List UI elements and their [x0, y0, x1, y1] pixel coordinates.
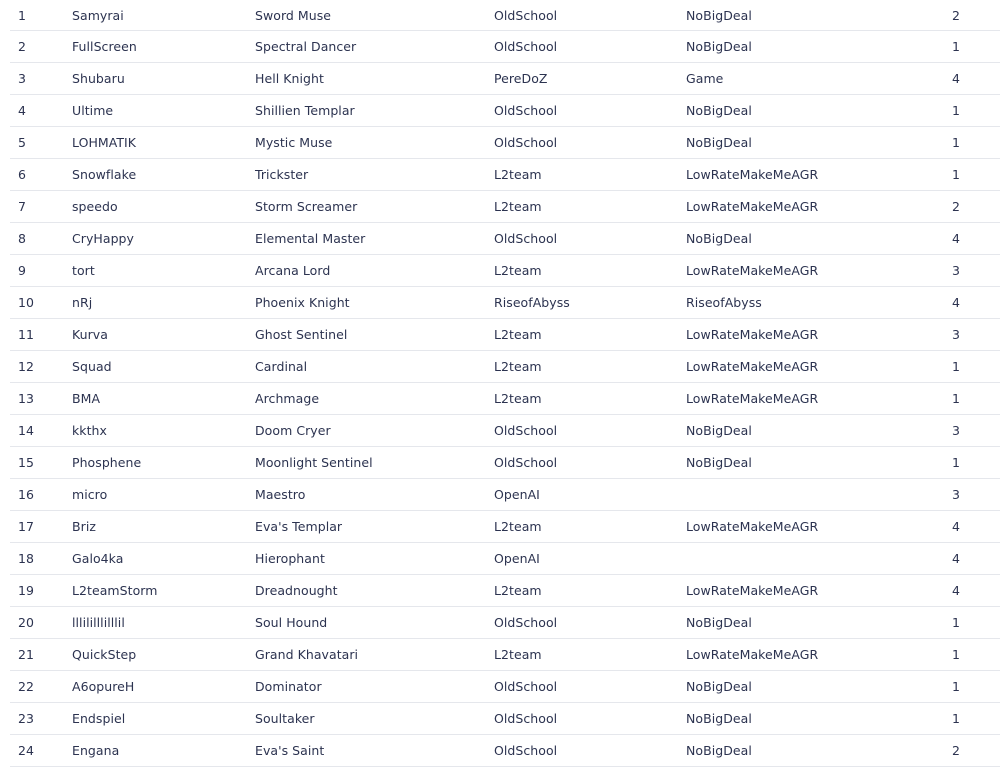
- value-cell: 4: [952, 583, 961, 598]
- alliance-cell: NoBigDeal: [686, 135, 752, 150]
- table-row: [10, 735, 1000, 767]
- table-row: [10, 223, 1000, 255]
- character-name-cell: CryHappy: [72, 231, 134, 246]
- table-row: [10, 671, 1000, 703]
- value-cell: 1: [952, 391, 961, 406]
- table-row: [10, 703, 1000, 735]
- class-cell: Maestro: [255, 487, 306, 502]
- rank-cell: 8: [18, 231, 27, 246]
- clan-cell: L2team: [494, 583, 542, 598]
- clan-cell: OldSchool: [494, 615, 558, 630]
- alliance-cell: LowRateMakeMeAGR: [686, 199, 819, 214]
- value-cell: 3: [952, 263, 961, 278]
- rank-cell: 4: [18, 103, 27, 118]
- rank-cell: 18: [18, 551, 35, 566]
- class-cell: Storm Screamer: [255, 199, 358, 214]
- class-cell: Doom Cryer: [255, 423, 331, 438]
- table-row: [10, 511, 1000, 543]
- alliance-cell: LowRateMakeMeAGR: [686, 359, 819, 374]
- character-name-cell: nRj: [72, 295, 93, 310]
- table-row: [10, 159, 1000, 191]
- character-name-cell: Phosphene: [72, 455, 142, 470]
- character-name-cell: Shubaru: [72, 71, 125, 86]
- rank-cell: 13: [18, 391, 35, 406]
- alliance-cell: NoBigDeal: [686, 39, 752, 54]
- alliance-cell: RiseofAbyss: [686, 295, 762, 310]
- table-row: [10, 607, 1000, 639]
- clan-cell: OldSchool: [494, 423, 558, 438]
- clan-cell: OldSchool: [494, 455, 558, 470]
- rank-cell: 11: [18, 327, 35, 342]
- alliance-cell: NoBigDeal: [686, 7, 752, 23]
- value-cell: 3: [952, 423, 961, 438]
- alliance-cell: NoBigDeal: [686, 455, 752, 470]
- rank-cell: 19: [18, 583, 35, 598]
- rank-cell: 2: [18, 39, 27, 54]
- table-row: [10, 191, 1000, 223]
- rank-cell: 22: [18, 679, 35, 694]
- clan-cell: L2team: [494, 359, 542, 374]
- value-cell: 1: [952, 135, 961, 150]
- alliance-cell: LowRateMakeMeAGR: [686, 327, 819, 342]
- character-name-cell: L2teamStorm: [72, 583, 158, 598]
- clan-cell: OldSchool: [494, 39, 558, 54]
- alliance-cell: LowRateMakeMeAGR: [686, 391, 819, 406]
- table-row: [10, 319, 1000, 351]
- class-cell: Grand Khavatari: [255, 647, 359, 662]
- value-cell: 3: [952, 327, 961, 342]
- clan-cell: RiseofAbyss: [494, 295, 570, 310]
- rank-cell: 7: [18, 199, 27, 214]
- class-cell: Phoenix Knight: [255, 295, 350, 310]
- class-cell: Eva's Templar: [255, 519, 343, 534]
- character-name-cell: BMA: [72, 391, 101, 406]
- alliance-cell: LowRateMakeMeAGR: [686, 167, 819, 182]
- clan-cell: L2team: [494, 391, 542, 406]
- clan-cell: OldSchool: [494, 7, 558, 23]
- character-name-cell: Ultime: [72, 103, 114, 118]
- value-cell: 4: [952, 231, 961, 246]
- character-name-cell: Kurva: [72, 327, 108, 342]
- value-cell: 4: [952, 519, 961, 534]
- rank-cell: 21: [18, 647, 35, 662]
- value-cell: 1: [952, 167, 961, 182]
- rank-cell: 15: [18, 455, 35, 470]
- clan-cell: OldSchool: [494, 231, 558, 246]
- class-cell: Elemental Master: [255, 231, 366, 246]
- clan-cell: L2team: [494, 263, 542, 278]
- rank-cell: 23: [18, 711, 35, 726]
- character-name-cell: Engana: [72, 743, 120, 758]
- value-cell: 4: [952, 295, 961, 310]
- value-cell: 4: [952, 551, 961, 566]
- alliance-cell: LowRateMakeMeAGR: [686, 263, 819, 278]
- value-cell: 1: [952, 455, 961, 470]
- table-row: [10, 127, 1000, 159]
- clan-cell: OldSchool: [494, 679, 558, 694]
- table-row: [10, 415, 1000, 447]
- value-cell: 1: [952, 711, 961, 726]
- alliance-cell: [686, 479, 946, 510]
- class-cell: Dominator: [255, 679, 322, 694]
- rank-cell: 3: [18, 71, 27, 86]
- alliance-cell: NoBigDeal: [686, 711, 752, 726]
- table-row: [10, 287, 1000, 319]
- clan-cell: OldSchool: [494, 103, 558, 118]
- rank-cell: 1: [18, 7, 27, 23]
- class-cell: Moonlight Sentinel: [255, 455, 373, 470]
- class-cell: Trickster: [255, 167, 309, 182]
- rank-cell: 17: [18, 519, 35, 534]
- alliance-cell: Game: [686, 71, 724, 86]
- character-name-cell: Samyrai: [72, 7, 124, 23]
- value-cell: 2: [952, 743, 961, 758]
- class-cell: Spectral Dancer: [255, 39, 357, 54]
- rank-cell: 9: [18, 263, 27, 278]
- clan-cell: L2team: [494, 647, 542, 662]
- character-name-cell: Squad: [72, 359, 112, 374]
- class-cell: Ghost Sentinel: [255, 327, 348, 342]
- clan-cell: OpenAI: [494, 487, 540, 502]
- rank-cell: 20: [18, 615, 35, 630]
- table-row: [10, 575, 1000, 607]
- class-cell: Hierophant: [255, 551, 325, 566]
- class-cell: Mystic Muse: [255, 135, 333, 150]
- table-row: [10, 351, 1000, 383]
- clan-cell: L2team: [494, 199, 542, 214]
- clan-cell: L2team: [494, 327, 542, 342]
- character-name-cell: QuickStep: [72, 647, 137, 662]
- alliance-cell: NoBigDeal: [686, 423, 752, 438]
- character-name-cell: Snowflake: [72, 167, 137, 182]
- clan-cell: PereDoZ: [494, 71, 548, 86]
- clan-cell: OldSchool: [494, 135, 558, 150]
- table-row: [10, 639, 1000, 671]
- table-row: [10, 383, 1000, 415]
- class-cell: Arcana Lord: [255, 263, 331, 278]
- class-cell: Eva's Saint: [255, 743, 325, 758]
- character-name-cell: lllililllilllil: [72, 615, 125, 630]
- value-cell: 1: [952, 359, 961, 374]
- class-cell: Archmage: [255, 391, 320, 406]
- clan-cell: OldSchool: [494, 743, 558, 758]
- value-cell: 1: [952, 615, 961, 630]
- class-cell: Cardinal: [255, 359, 308, 374]
- clan-cell: OldSchool: [494, 711, 558, 726]
- class-cell: Soul Hound: [255, 615, 328, 630]
- character-name-cell: Galo4ka: [72, 551, 124, 566]
- alliance-cell: NoBigDeal: [686, 615, 752, 630]
- alliance-cell: NoBigDeal: [686, 743, 752, 758]
- value-cell: 1: [952, 103, 961, 118]
- value-cell: 4: [952, 71, 961, 86]
- character-name-cell: LOHMATIK: [72, 135, 137, 150]
- character-name-cell: FullScreen: [72, 39, 137, 54]
- clan-cell: OpenAI: [494, 551, 540, 566]
- character-name-cell: speedo: [72, 199, 118, 214]
- class-cell: Shillien Templar: [255, 103, 355, 118]
- rank-cell: 10: [18, 295, 35, 310]
- character-name-cell: A6opureH: [72, 679, 135, 694]
- class-cell: Sword Muse: [255, 7, 332, 23]
- alliance-cell: [686, 543, 946, 574]
- rank-cell: 5: [18, 135, 27, 150]
- value-cell: 2: [952, 7, 961, 23]
- character-name-cell: tort: [72, 263, 95, 278]
- clan-cell: L2team: [494, 167, 542, 182]
- character-name-cell: kkthx: [72, 423, 107, 438]
- table-row: [10, 31, 1000, 63]
- alliance-cell: NoBigDeal: [686, 103, 752, 118]
- value-cell: 1: [952, 39, 961, 54]
- value-cell: 1: [952, 647, 961, 662]
- clan-cell: L2team: [494, 519, 542, 534]
- alliance-cell: LowRateMakeMeAGR: [686, 519, 819, 534]
- table-row: [10, 95, 1000, 127]
- rank-cell: 6: [18, 167, 27, 182]
- rank-cell: 12: [18, 359, 35, 374]
- rank-cell: 16: [18, 487, 35, 502]
- table-row: [10, 0, 1000, 31]
- class-cell: Soultaker: [255, 711, 315, 726]
- value-cell: 3: [952, 487, 961, 502]
- table-row: [10, 255, 1000, 287]
- rank-cell: 14: [18, 423, 35, 438]
- table-row: [10, 479, 1000, 511]
- class-cell: Hell Knight: [255, 71, 324, 86]
- table-row: [10, 543, 1000, 575]
- alliance-cell: LowRateMakeMeAGR: [686, 647, 819, 662]
- alliance-cell: NoBigDeal: [686, 231, 752, 246]
- rank-cell: 24: [18, 743, 35, 758]
- class-cell: Dreadnought: [255, 583, 338, 598]
- value-cell: 1: [952, 679, 961, 694]
- alliance-cell: LowRateMakeMeAGR: [686, 583, 819, 598]
- character-name-cell: Briz: [72, 519, 96, 534]
- alliance-cell: NoBigDeal: [686, 679, 752, 694]
- table-row: [10, 447, 1000, 479]
- character-name-cell: Endspiel: [72, 711, 126, 726]
- ranking-table: [10, 0, 1000, 767]
- table-row: [10, 63, 1000, 95]
- value-cell: 2: [952, 199, 961, 214]
- character-name-cell: micro: [72, 487, 108, 502]
